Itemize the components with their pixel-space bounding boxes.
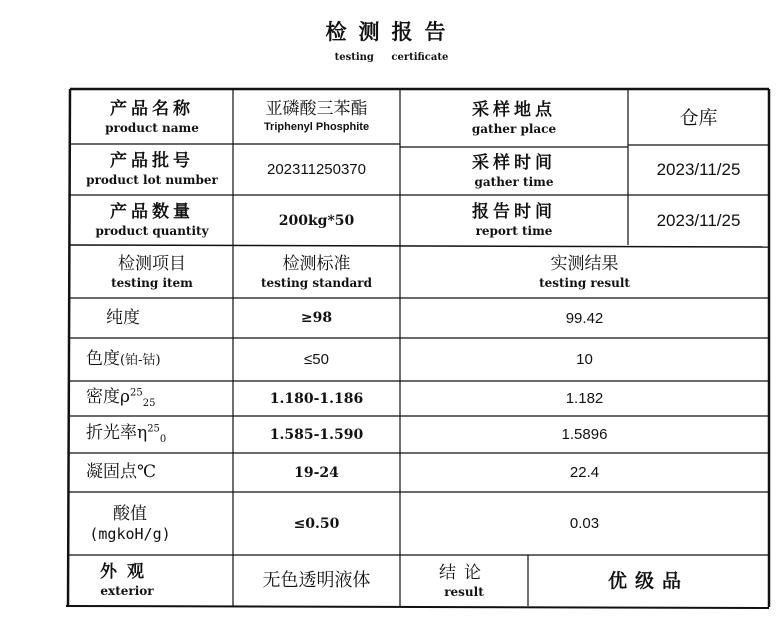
row-item-color: 色度(铂-钴) bbox=[86, 349, 161, 369]
product-name-label: 产品名称 product name bbox=[105, 98, 199, 135]
conclusion-label: 结论 result bbox=[439, 562, 489, 599]
row-standard-freezing-point: 19-24 bbox=[294, 464, 339, 481]
report-subtitle: testing certificate bbox=[334, 52, 449, 63]
gather-place-label: 采样地点 gather place bbox=[471, 100, 557, 136]
row-item-purity: 纯度 bbox=[106, 307, 140, 328]
row-item-refractive-index: 折光率$\eta^{25}_0$ bbox=[86, 423, 167, 446]
column-header-standard: 检测标准 testing standard bbox=[260, 254, 372, 290]
gather-time-value: 2023/11/25 bbox=[656, 160, 741, 179]
row-standard-acid-value: ≤0.50 bbox=[293, 515, 340, 532]
quantity-label: 产品数量 product quantity bbox=[95, 202, 209, 238]
row-standard-color: ≤50 bbox=[304, 351, 329, 368]
lot-number-label: 产品批号 product lot number bbox=[86, 151, 218, 187]
conclusion-value: 优级品 bbox=[607, 569, 689, 592]
report-time-value: 2023/11/25 bbox=[656, 210, 741, 230]
row-item-acid-value: 酸值 (mgkoH/g) bbox=[89, 504, 171, 543]
column-header-result: 实测结果 testing result bbox=[539, 254, 630, 290]
row-standard-refractive-index: 1.585-1.590 bbox=[269, 426, 364, 443]
gather-place-value: 仓库 bbox=[679, 106, 718, 129]
exterior-value: 无色透明液体 bbox=[262, 570, 371, 591]
row-result-purity: 99.42 bbox=[565, 309, 604, 327]
row-standard-density: 1.180-1.186 bbox=[269, 390, 364, 407]
product-name-value: 亚磷酸三苯酯 Triphenyl Phosphite bbox=[263, 99, 370, 133]
report-time-label: 报告时间 report time bbox=[472, 202, 556, 238]
row-result-freezing-point: 22.4 bbox=[569, 464, 600, 481]
row-result-density: 1.182 bbox=[565, 390, 604, 407]
row-item-freezing-point: 凝固点℃ bbox=[86, 462, 157, 482]
report-title: 检测报告 bbox=[325, 19, 458, 44]
row-standard-purity: ≥98 bbox=[300, 310, 333, 326]
row-result-refractive-index: 1.5896 bbox=[561, 426, 608, 443]
gather-time-label: 采样时间 gather time bbox=[472, 152, 556, 189]
quantity-value: 200kg*50 bbox=[278, 212, 355, 229]
column-header-item: 检测项目 testing item bbox=[111, 254, 193, 290]
exterior-label: 外观 exterior bbox=[100, 562, 154, 598]
row-result-acid-value: 0.03 bbox=[569, 515, 600, 532]
row-item-density: 密度$\rho^{25}_{25}$ bbox=[86, 387, 156, 410]
lot-number-value: 202311250370 bbox=[267, 161, 366, 178]
row-result-color: 10 bbox=[576, 351, 593, 368]
